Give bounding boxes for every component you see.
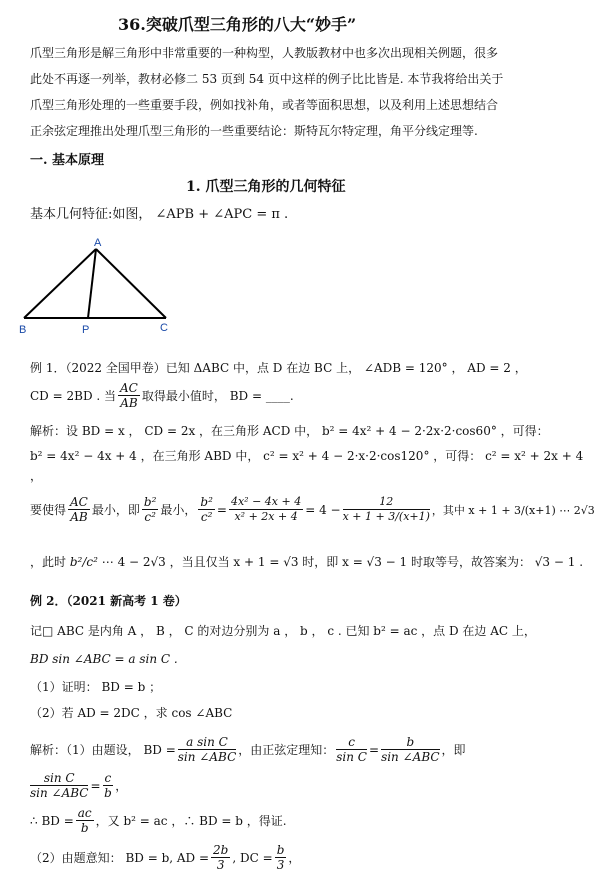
page-title: 36.突破爪型三角形的八大“妙手” [118, 15, 357, 34]
side-ac [96, 249, 166, 318]
fraction [381, 735, 439, 764]
label-b: B [19, 324, 27, 336]
example1-solution-5 [30, 553, 583, 570]
num: sin C [30, 771, 88, 786]
num: a sin C [178, 735, 236, 750]
example1-solution-1: 解析：设 BD = x ， CD = 2x ，在三角形 ACD 中， b² = 4x² + 4 − 2·2x·2·cos60° ，可得： [30, 424, 549, 438]
den: sin ∠ABC [381, 750, 440, 764]
text: = 4 − [305, 502, 341, 517]
example2-heading: 例 2．（2021 新高考 1 卷） [30, 594, 187, 608]
num: b [381, 735, 439, 750]
num: 12 [343, 495, 430, 510]
fraction [336, 735, 367, 764]
example1-line1: 例 1．（2022 全国甲卷）已知 ΔABC 中，点 D 在边 BC 上， ∠ADB = 120° ， AD = 2 ， [30, 361, 527, 375]
text: ，又 b² = ac ，∴ BD = b ，得证. [95, 814, 287, 828]
text: = [216, 502, 227, 517]
intro-line-2: 此处不再逐一列举，教材必修二 53 页到 54 页中这样的例子比比皆是. 本节我将给出关于 [30, 72, 504, 86]
claw-triangle-figure [14, 232, 184, 342]
num: ac [77, 806, 92, 820]
fraction [343, 495, 430, 524]
den: sin C [336, 750, 367, 764]
text: ∴ BD = [30, 813, 74, 828]
num: 4x² − 4x + 4 [230, 495, 302, 508]
num: AC [120, 381, 138, 395]
example2-solution-4 [30, 843, 300, 872]
text: ，其中 x + 1 + 3/(x+1) ⋯ 2√3 [431, 503, 595, 517]
text: 要使得 [30, 503, 67, 517]
text: 最小，即 [91, 503, 140, 517]
den: sin ∠ABC [30, 786, 89, 800]
fraction [229, 495, 303, 524]
num: b² [200, 495, 213, 509]
den: sin ∠ABC [177, 750, 237, 764]
example2-line2: BD sin ∠ABC = a sin C . [30, 652, 178, 666]
text: 最小， [160, 503, 197, 517]
fraction [30, 771, 88, 800]
num: b [276, 843, 285, 857]
den: AB [120, 396, 138, 410]
label-a: A [94, 237, 102, 249]
example1-solution-3: ， [30, 469, 43, 483]
fraction-inline: b²/c² [69, 555, 98, 569]
fraction-ac-ab [118, 381, 140, 410]
subsection-heading: 1. 爪型三角形的几何特征 [186, 179, 346, 195]
intro-line-3: 爪型三角形处理的一些重要手段，例如找补角，或者等面积思想，以及利用上述思想结合 [30, 98, 499, 112]
text: CD = 2BD . 当 [30, 389, 117, 403]
example2-question1: （1）证明： BD = b ； [30, 680, 162, 694]
den: x² + 2x + 4 [234, 510, 298, 523]
den: b [80, 821, 89, 835]
example2-solution-3 [30, 806, 287, 835]
label-p: P [82, 324, 90, 336]
fraction [198, 495, 215, 524]
example2-solution-1 [30, 735, 466, 764]
den: AB [70, 510, 88, 524]
text: ，由正弦定理知： [238, 743, 335, 757]
example2-line1: 记□ ABC 是内角 A ， B ， C 的对边分别为 a ， b ， c . 已知 b² = ac ，点 D 在边 AC 上， [30, 624, 536, 638]
fraction [211, 843, 230, 872]
example2-solution-2 [30, 771, 127, 800]
num: 2b [213, 843, 229, 857]
text: 解析：（1）由题设， BD = [30, 743, 176, 757]
text: ⋯ 4 − 2√3 ，当且仅当 x + 1 = √3 时，即 x = √3 − 1 时取等号，故答案为： √3 − 1 . [101, 555, 584, 569]
den: x + 1 + 3/(x+1) [342, 510, 430, 523]
text: ，即 [441, 743, 466, 757]
example1-line2 [30, 381, 294, 410]
intro-line-4: 正余弦定理推出处理爪型三角形的一些重要结论：斯特瓦尔特定理，角平分线定理等. [30, 124, 478, 138]
num: c [336, 735, 367, 750]
text: ， [288, 851, 301, 865]
section-heading: 一. 基本原理 [30, 153, 105, 168]
fraction [275, 843, 287, 872]
basic-feature-text: 基本几何特征:如图， ∠APB + ∠APC = π . [30, 207, 289, 222]
den: 3 [216, 858, 225, 872]
num: b² [143, 495, 157, 509]
fraction [178, 735, 236, 764]
example2-question2: （2）若 AD = 2DC ，求 cos ∠ABC [30, 706, 233, 720]
fraction [103, 771, 114, 800]
example1-solution-2: b² = 4x² − 4x + 4 ，在三角形 ABD 中， c² = x² + 4 − 2·x·2·cos120° ，可得： c² = x² + 2x + 4 [30, 449, 584, 463]
text: , DC = [232, 850, 273, 865]
text: = [90, 778, 101, 793]
example1-solution-4 [30, 495, 595, 524]
num: c [104, 771, 112, 785]
text: ，此时 [30, 555, 67, 569]
segment-ap [88, 249, 96, 318]
den: c² [200, 510, 213, 524]
text: ， [115, 779, 128, 793]
den: c² [144, 510, 156, 524]
text: 取得最小值时， BD = ____. [141, 389, 294, 403]
fraction [142, 495, 159, 524]
fraction [68, 495, 90, 524]
side-ab [24, 249, 96, 318]
fraction [76, 806, 94, 835]
text: = [369, 742, 380, 757]
den: b [104, 786, 112, 800]
intro-line-1: 爪型三角形是解三角形中非常重要的一种构型，人教版教材中也多次出现相关例题，很多 [30, 46, 499, 60]
label-c: C [160, 322, 168, 334]
num: AC [70, 495, 88, 509]
den: 3 [276, 858, 285, 872]
text: （2）由题意知： BD = b, AD = [30, 851, 210, 865]
